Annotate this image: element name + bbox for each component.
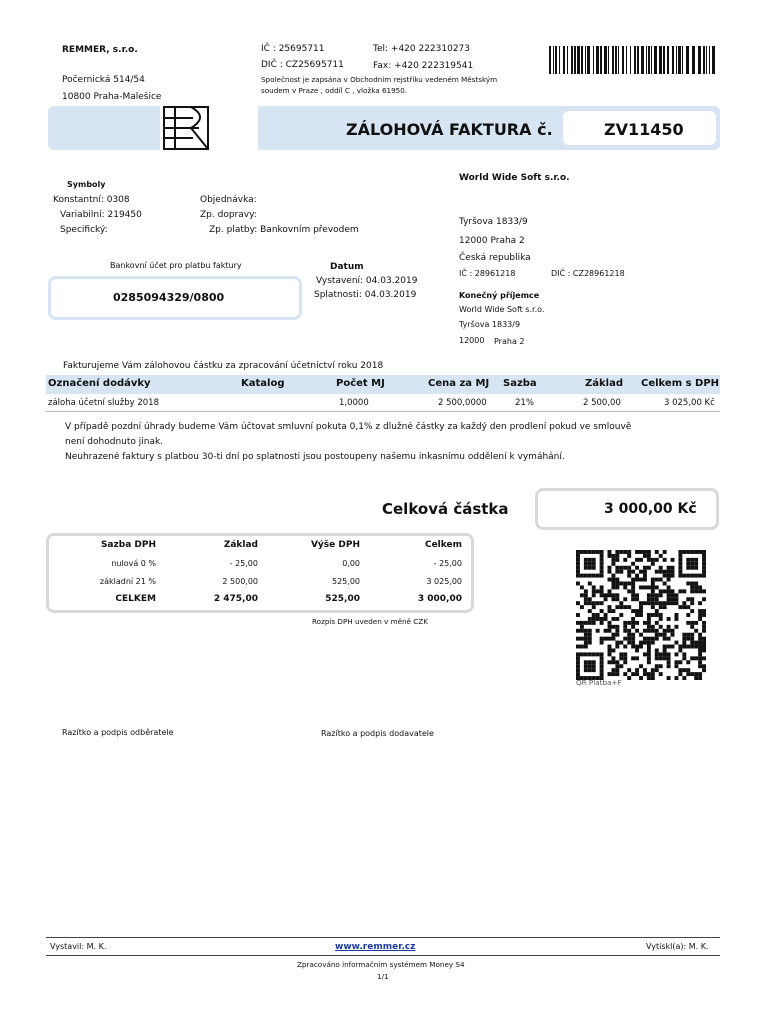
- vat-total-zero: - 25,00: [433, 559, 462, 568]
- specific-symbol: Specifický:: [60, 225, 108, 235]
- bank-account: 0285094329/0800: [113, 291, 225, 304]
- final-recipient-name: World Wide Soft s.r.o.: [459, 305, 545, 314]
- customer-city: 12000 Praha 2: [459, 236, 525, 246]
- vat-total-label: CELKEM: [115, 594, 156, 604]
- website-link[interactable]: www.remmer.cz: [335, 942, 416, 952]
- customer-country: Česká republika: [459, 253, 531, 263]
- final-recipient-zip: 12000: [459, 336, 485, 345]
- supplier-dic: DIČ : CZ25695711: [261, 60, 344, 70]
- supplier-city: 10800 Praha-Malešice: [62, 92, 162, 102]
- vat-header-amount: Výše DPH: [310, 540, 360, 550]
- col-header-total: Celkem s DPH: [641, 378, 720, 389]
- variable-symbol: Variabilní: 219450: [60, 210, 142, 220]
- vat-rate-basic: základní 21 %: [99, 577, 156, 586]
- qr-code-image: [576, 550, 706, 680]
- customer-street: Tyršova 1833/9: [459, 217, 528, 227]
- row-total: 3 025,00 Kč: [664, 398, 715, 408]
- items-divider: [46, 411, 720, 412]
- footer-top-line: [46, 937, 720, 938]
- symbols-heading: Symboly: [67, 180, 106, 189]
- customer-name: World Wide Soft s.r.o.: [459, 173, 570, 183]
- vat-base-basic: 2 500,00: [222, 577, 258, 586]
- vat-rate-zero: nulová 0 %: [111, 559, 156, 568]
- transport-label: Zp. dopravy:: [200, 210, 257, 220]
- total-value: 3 000,00 Kč: [604, 501, 697, 517]
- dates-heading: Datum: [330, 262, 364, 272]
- payment-method: Zp. platby: Bankovním převodem: [209, 225, 359, 235]
- penalty-note-1: V případě pozdní úhrady budeme Vám účtovat smluvní pokuta 0,1% z dlužné částky za každý den prodlení pokud ve smlouvě: [65, 422, 632, 432]
- vat-base-zero: - 25,00: [229, 559, 258, 568]
- vat-total-basic: 3 025,00: [426, 577, 462, 586]
- col-header-base: Základ: [585, 378, 623, 389]
- col-header-description: Označení dodávky: [48, 378, 151, 389]
- logo-container: [160, 106, 258, 150]
- constant-symbol: Konstantní: 0308: [53, 195, 130, 205]
- vat-header-rate: Sazba DPH: [100, 540, 156, 550]
- footer-printed-by: Vytiskl(a): M. K.: [646, 942, 709, 951]
- final-recipient-street: Tyršova 1833/9: [459, 320, 521, 329]
- qr-label: QR Platba+F: [576, 678, 622, 687]
- supplier-name: REMMER, s.r.o.: [62, 45, 138, 55]
- vat-amount-basic: 525,00: [332, 577, 360, 586]
- issue-date: Vystavení: 04.03.2019: [316, 276, 418, 286]
- supplier-street: Počernická 514/54: [62, 75, 145, 85]
- footer-page: 1/1: [377, 972, 389, 981]
- final-recipient-city: Praha 2: [494, 337, 525, 346]
- vat-total-amount: 525,00: [325, 594, 360, 604]
- total-label: Celková částka: [382, 500, 509, 518]
- row-quantity: 1,0000: [339, 398, 369, 408]
- remmer-logo-icon: [163, 106, 211, 150]
- footer-bottom-line: [46, 955, 720, 956]
- col-header-catalog: Katalog: [241, 378, 285, 389]
- invoice-intro: Fakturujeme Vám zálohovou částku za zpracování účetnictví roku 2018: [63, 361, 384, 371]
- supplier-signature-label: Razítko a podpis dodavatele: [321, 729, 434, 738]
- row-rate: 21%: [515, 398, 534, 408]
- supplier-register-2: soudem v Praze , oddíl C , vložka 61950.: [261, 86, 408, 95]
- due-date: Splatnosti: 04.03.2019: [314, 290, 417, 300]
- final-recipient-heading: Konečný příjemce: [459, 291, 540, 300]
- invoice-title: ZÁLOHOVÁ FAKTURA č.: [346, 120, 553, 139]
- vat-header-total: Celkem: [424, 540, 462, 550]
- barcode-image: [549, 46, 719, 74]
- customer-signature-label: Razítko a podpis odběratele: [62, 728, 174, 737]
- vat-total-sum: 3 000,00: [417, 594, 462, 604]
- customer-dic: DIČ : CZ28961218: [551, 269, 625, 278]
- supplier-tel: Tel: +420 222310273: [373, 44, 471, 54]
- footer-issued-by: Vystavil: M. K.: [50, 942, 107, 951]
- row-description: záloha účetní služby 2018: [48, 398, 160, 408]
- supplier-ico: IČ : 25695711: [261, 44, 325, 54]
- vat-amount-zero: 0,00: [342, 559, 360, 568]
- bank-label: Bankovní účet pro platbu faktury: [110, 261, 242, 270]
- invoice-number: ZV11450: [604, 120, 684, 139]
- supplier-fax: Fax: +420 222319541: [373, 61, 474, 71]
- row-base: 2 500,00: [583, 398, 621, 408]
- supplier-register-1: Společnost je zapsána v Obchodním rejstříku vedeném Městským: [261, 75, 498, 84]
- col-header-quantity: Počet MJ: [336, 378, 385, 389]
- collection-note: Neuhrazené faktury s platbou 30-ti dní po splatnosti jsou postoupeny našemu inkasnímu oddělení k vymáhání.: [65, 452, 565, 462]
- col-header-rate: Sazba: [503, 378, 537, 389]
- col-header-unit-price: Cena za MJ: [428, 378, 490, 389]
- order-label: Objednávka:: [200, 195, 257, 205]
- vat-header-base: Základ: [223, 540, 258, 550]
- footer-system: Zpracováno informačním systémem Money S4: [297, 960, 465, 969]
- vat-currency-note: Rozpis DPH uveden v měně CZK: [312, 617, 428, 626]
- vat-total-base: 2 475,00: [213, 594, 258, 604]
- penalty-note-2: není dohodnuto jinak.: [65, 437, 164, 447]
- customer-ico: IČ : 28961218: [459, 269, 516, 278]
- row-unit-price: 2 500,0000: [438, 398, 487, 408]
